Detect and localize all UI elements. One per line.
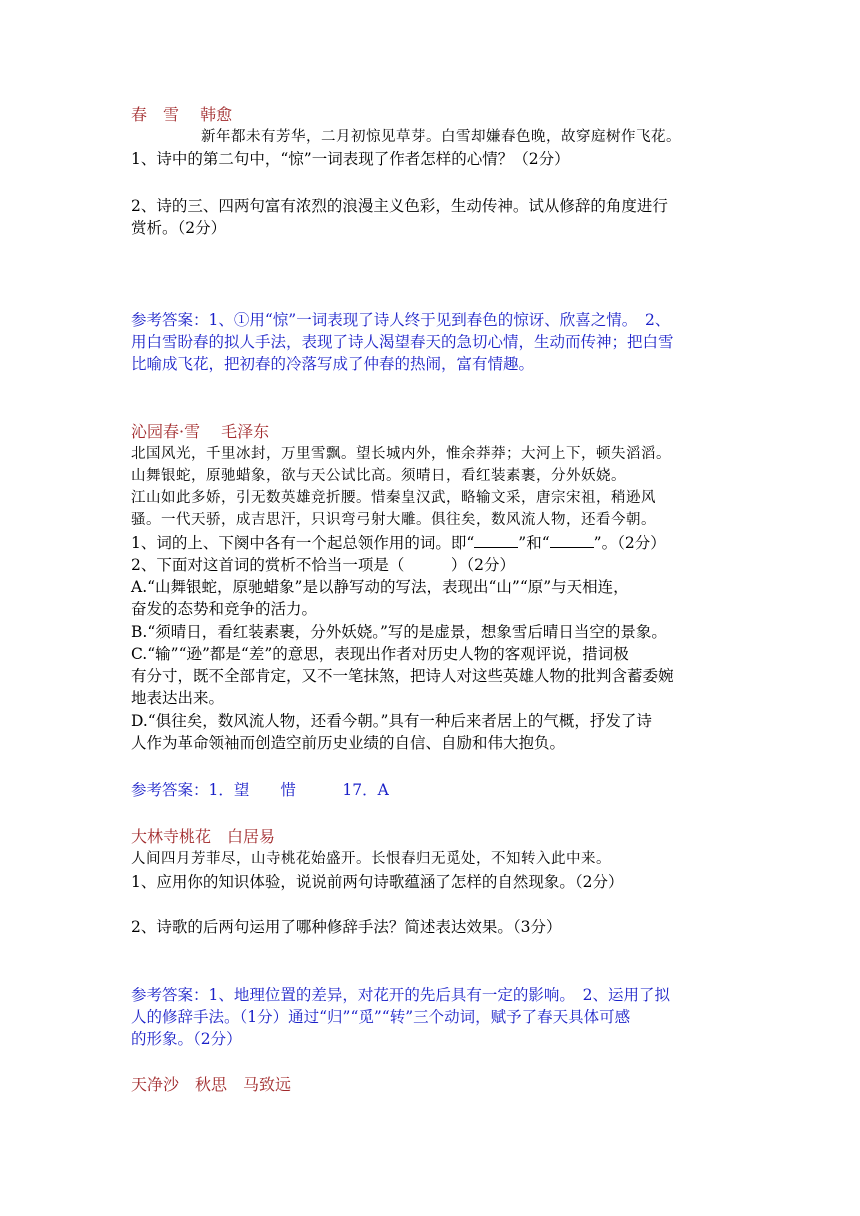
option-d-line2: 人作为革命领袖而创造空前历史业绩的自信、自励和伟大抱负。 bbox=[131, 734, 566, 752]
poem-line1: 北国风光，千里冰封，万里雪飘。望长城内外，惟余莽莽；大河上下，顿失滔滔。 bbox=[131, 446, 671, 462]
poem-text-dalinsi: 人间四月芳菲尽，山寺桃花始盛开。长恨春归无觅处，不知转入此中来。 bbox=[131, 851, 611, 867]
question-1: 1、应用你的知识体验，说说前两句诗歌蕴涵了怎样的自然现象。（2分） bbox=[131, 873, 624, 891]
poem-line2: 山舞银蛇，原驰蜡象，欲与天公试比高。须晴日，看红装素裹，分外妖娆。 bbox=[131, 468, 626, 484]
question-1 bbox=[131, 532, 666, 554]
question-2: 2、诗歌的后两句运用了哪种修辞手法？简述表达效果。（3分） bbox=[131, 918, 562, 936]
option-c-line2: 有分寸，既不全部肯定，又不一笔抹煞，把诗人对这些英雄人物的批判含蓄委婉 bbox=[131, 667, 674, 685]
question-2: 2、下面对这首词的赏析不恰当一项是（ ）（2分） bbox=[131, 556, 515, 574]
answer-line2: 人的修辞手法。（1分）通过“归”“觅”“转”三个动词，赋予了春天具体可感 bbox=[131, 1008, 631, 1026]
poem-title-dalinsi: 大林寺桃花 白居易 bbox=[131, 827, 276, 846]
answer-line: 参考答案：1．望 惜 17．A bbox=[131, 781, 389, 799]
option-c-line3: 地表达出来。 bbox=[131, 689, 225, 707]
answer-blank-1[interactable] bbox=[474, 533, 518, 548]
option-a-line1: A.“山舞银蛇，原驰蜡象”是以静写动的写法，表现出“山”“原”与天相连， bbox=[131, 578, 629, 596]
poem-title-chunxue: 春 雪 韩愈 bbox=[131, 105, 233, 124]
question-1-prefix: 1、词的上、下阕中各有一个起总领作用的词。即“ bbox=[131, 534, 475, 552]
answer-blank-2[interactable] bbox=[550, 533, 594, 548]
option-a-line2: 奋发的态势和竞争的活力。 bbox=[131, 600, 318, 618]
answer-line1: 参考答案：1、地理位置的差异，对花开的先后具有一定的影响。 2、运用了拟 bbox=[131, 986, 670, 1004]
question-2-line1: 2、诗的三、四两句富有浓烈的浪漫主义色彩，生动传神。试从修辞的角度进行 bbox=[131, 197, 668, 215]
answer-line3: 比喻成飞花，把初春的冷落写成了仲春的热闹，富有情趣。 bbox=[131, 355, 535, 373]
poem-line3: 江山如此多娇，引无数英雄竞折腰。惜秦皇汉武，略输文采，唐宗宋祖，稍逊风 bbox=[131, 490, 656, 506]
answer-line3: 的形象。（2分） bbox=[131, 1030, 242, 1048]
question-1-mid: ”和“ bbox=[518, 534, 550, 552]
poem-line4: 骚。一代天骄，成吉思汗，只识弯弓射大雕。俱往矣，数风流人物，还看今朝。 bbox=[131, 512, 656, 528]
poem-text-chunxue: 新年都未有芳华，二月初惊见草芽。白雪却嫌春色晚，故穿庭树作飞花。 bbox=[201, 129, 681, 145]
option-b-line1: B.“须晴日，看红装素裹，分外妖娆。”写的是虚景，想象雪后晴日当空的景象。 bbox=[131, 623, 667, 641]
poem-title-tianjingsha: 天净沙 秋思 马致远 bbox=[131, 1075, 292, 1094]
question-1-suffix: ”。（2分） bbox=[593, 534, 666, 552]
question-1: 1、诗中的第二句中，“惊”一词表现了作者怎样的心情？（2分） bbox=[131, 150, 570, 168]
option-d-line1: D.“俱往矣，数风流人物，还看今朝。”具有一种后来者居上的气概，抒发了诗 bbox=[131, 712, 652, 730]
option-c-line1: C.“输”“逊”都是“差”的意思，表现出作者对历史人物的客观评说，措词极 bbox=[131, 645, 629, 663]
question-2-line2: 赏析。（2分） bbox=[131, 219, 227, 237]
poem-title-qinyuanchun: 沁园春·雪 毛泽东 bbox=[131, 422, 270, 441]
answer-line1: 参考答案：1、①用“惊”一词表现了诗人终于见到春色的惊讶、欣喜之情。 2、 bbox=[131, 311, 671, 329]
answer-line2: 用白雪盼春的拟人手法，表现了诗人渴望春天的急切心情，生动而传神；把白雪 bbox=[131, 333, 674, 351]
